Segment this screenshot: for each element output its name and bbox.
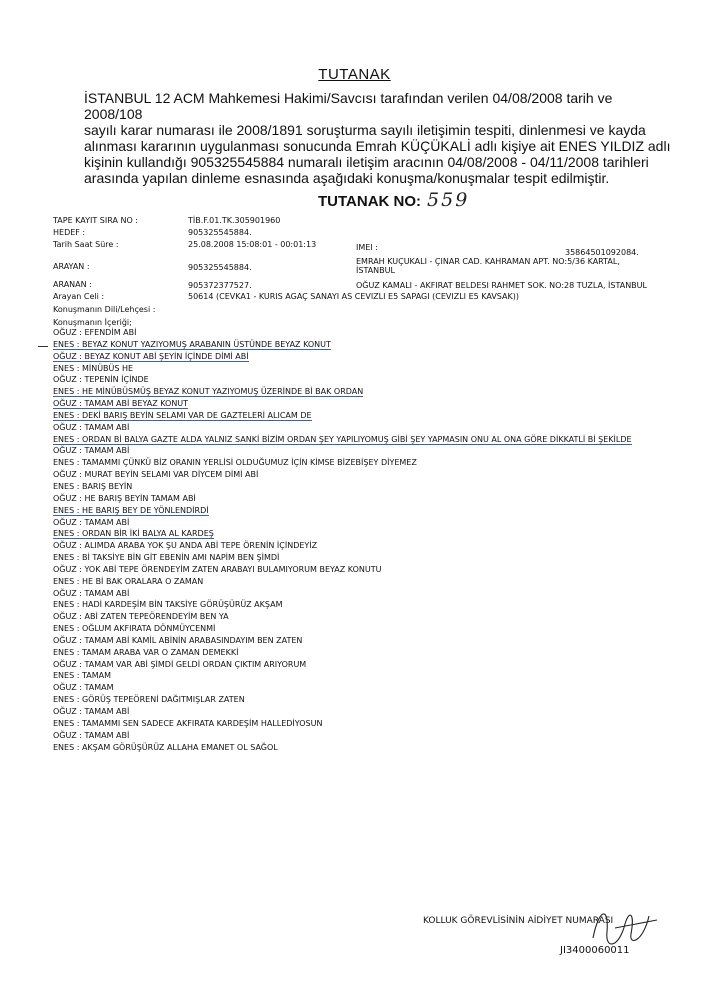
transcript-line: ENES : TAMAMMI SEN SADECE AKFIRATA KARDEŞİM HALLEDİYOSUN xyxy=(53,718,323,728)
speaker: ENES xyxy=(53,481,75,491)
speaker: ENES xyxy=(53,434,75,444)
utterance: DEKİ BARIŞ BEYİN SELAMI VAR DE GAZTELERİ ALICAM DE xyxy=(81,410,312,420)
officer-label: KOLLUK GÖREVLİSİNİN AİDİYET NUMARASI xyxy=(423,916,614,926)
utterance: HE MİNÜBÜSMÜŞ BEYAZ KONUT YAZIYOMUŞ ÜZERİNDE Bİ BAK ORDAN xyxy=(81,387,364,397)
aranan-owner: OĞUZ KAMALI - AKFIRAT BELDESI RAHMET SOK. NO:28 TUZLA, İSTANBUL xyxy=(356,281,647,290)
imei-value: 35864501092084. xyxy=(565,248,639,257)
speaker: OĞUZ xyxy=(53,612,77,622)
transcript-line: OĞUZ : TAMAM VAR ABİ ŞİMDİ GELDİ ORDAN ÇIKTIM ARIYORUM xyxy=(53,659,307,669)
utterance: ABİ ZATEN TEPEÖRENDEYİM BEN YA xyxy=(84,612,229,622)
intro-line: alınması kararının uygulanması sonucunda Emrah KÜÇÜKALİ adlı kişiye ait ENES YILDIZ adlı xyxy=(84,138,671,154)
transcript-line: OĞUZ : TAMAM ABİ BEYAZ KONUT xyxy=(53,399,189,409)
document-title: TUTANAK xyxy=(318,66,391,83)
tape-value: TİB.F.01.TK.305901960 xyxy=(188,216,281,225)
utterance: HE BARIŞ BEY DE YÖNLENDİRDİ xyxy=(81,505,209,515)
speaker: OĞUZ xyxy=(53,564,77,574)
intro-line: kişinin kullandığı 905325545884 numaralı iletişim aracının 04/08/2008 - 04/11/2008 tarihleri xyxy=(84,154,649,170)
utterance: TAMAM ABİ xyxy=(84,730,130,740)
speaker: ENES xyxy=(53,624,75,634)
speaker: OĞUZ xyxy=(53,422,77,432)
speaker: ENES xyxy=(53,387,75,397)
utterance: Bİ TAKSİYE BİN GİT EBENİN AMI NAPİM BEN ŞİMDİ xyxy=(81,553,280,563)
utterance: TAMAM ABİ xyxy=(84,446,130,456)
transcript-line: ENES : Bİ TAKSİYE BİN GİT EBENİN AMI NAPİM BEN ŞİMDİ xyxy=(53,553,280,563)
intro-paragraph xyxy=(84,90,674,186)
transcript-line: ENES : HE Bİ BAK ORALARA O ZAMAN xyxy=(53,576,204,586)
transcript-line: ENES : BARIŞ BEYİN xyxy=(53,481,133,491)
cell-value: 50614 (CEVKA1 - KURIS AGAÇ SANAYI AS CEVIZLI E5 SAPAGI (CEVIZLI E5 KAVSAK)) xyxy=(188,292,519,301)
transcript-line: OĞUZ : ALIMDA ARABA YOK ŞU ANDA ABİ TEPE ÖRENİN İÇİNDEYİZ xyxy=(53,541,318,551)
transcript-line: ENES : MİNÜBÜS HE xyxy=(53,363,134,373)
speaker: OĞUZ xyxy=(53,470,77,480)
speaker: OĞUZ xyxy=(53,399,77,409)
transcript-line: OĞUZ : TAMAM ABİ KAMİL ABİNİN ARABASINDAYIM BEN ZATEN xyxy=(53,635,303,645)
speaker: ENES xyxy=(53,553,75,563)
tutanak-number xyxy=(318,189,469,211)
transcript xyxy=(53,327,693,753)
utterance: MİNÜBÜS HE xyxy=(81,363,134,373)
utterance: YOK ABİ TEPE ÖRENDEYİM ZATEN ARABAYI BULAMIYORUM BEYAZ KONUTU xyxy=(84,564,382,574)
speaker: OĞUZ xyxy=(53,328,77,337)
transcript-line: OĞUZ : EFENDİM ABİ xyxy=(53,328,137,337)
transcript-line: OĞUZ : MURAT BEYİN SELAMI VAR DİYCEM DİMİ ABİ xyxy=(53,470,259,480)
hedef-label: HEDEF : xyxy=(53,228,86,237)
utterance: HE Bİ BAK ORALARA O ZAMAN xyxy=(81,576,204,586)
margin-mark xyxy=(38,346,48,347)
utterance: TAMAM ABİ xyxy=(84,707,130,716)
hedef-value: 905325545884. xyxy=(188,228,252,237)
speaker: ENES xyxy=(53,505,75,515)
utterance: TAMAM ABİ xyxy=(84,517,130,527)
utterance: AKŞAM GÖRÜŞÜRÜZ ALLAHA EMANET OL SAĞOL xyxy=(81,742,278,752)
speaker: OĞUZ xyxy=(53,517,77,527)
transcript-line: OĞUZ : YOK ABİ TEPE ÖRENDEYİM ZATEN ARABAYI BULAMIYORUM BEYAZ KONUTU xyxy=(53,564,382,574)
dil-label: Konuşmanın Dili/Lehçesi : xyxy=(53,305,156,314)
officer-number: JI3400060011 xyxy=(560,945,630,956)
transcript-line: OĞUZ : TAMAM ABİ xyxy=(53,517,130,527)
transcript-line: ENES : DEKİ BARIŞ BEYİN SELAMI VAR DE GAZTELERİ ALICAM DE xyxy=(53,410,312,420)
speaker: ENES xyxy=(53,339,75,349)
transcript-line: ENES : ORDAN Bİ BALYA GAZTE ALDA YALNIZ SANKİ BİZİM ORDAN ŞEY YAPILIYOMUŞ GİBİ ŞEY YAPMASIN ONU AL ONA GÖRE DİKKATLİ Bİ ŞEKİLDE xyxy=(53,434,632,444)
transcript-line: OĞUZ : BEYAZ KONUT ABİ ŞEYİN İÇİNDE DİMİ ABİ xyxy=(53,351,249,361)
speaker: ENES xyxy=(53,576,75,586)
arayan-owner-city: İSTANBUL xyxy=(356,266,395,275)
speaker: OĞUZ xyxy=(53,683,77,693)
transcript-line: ENES : TAMAMMI ÇÜNKÜ BİZ ORANIN YERLİSİ OLDUĞUMUZ İÇİN KİMSE BİZEBİŞEY DİYEMEZ xyxy=(53,458,417,468)
speaker: ENES xyxy=(53,363,75,373)
transcript-line: ENES : TAMAM xyxy=(53,671,111,681)
utterance: ORDAN BİR İKİ BALYA AL KARDEŞ xyxy=(81,529,214,539)
transcript-line: ENES : GÖRÜŞ TEPEÖRENİ DAĞITMIŞLAR ZATEN xyxy=(53,695,245,705)
utterance: BEYAZ KONUT ABİ ŞEYİN İÇİNDE DİMİ ABİ xyxy=(84,351,249,361)
transcript-line: ENES : HADİ KARDEŞİM BİN TAKSİYE GÖRÜŞÜRÜZ AKŞAM xyxy=(53,600,283,610)
tarih-value: 25.08.2008 15:08:01 - 00:01:13 xyxy=(188,240,317,249)
utterance: TAMAM ABİ BEYAZ KONUT xyxy=(84,399,189,409)
utterance: TAMAM ABİ KAMİL ABİNİN ARABASINDAYIM BEN ZATEN xyxy=(84,635,303,645)
transcript-line: OĞUZ : TAMAM ABİ xyxy=(53,730,130,740)
speaker: ENES xyxy=(53,742,75,752)
imei-label: IMEI : xyxy=(356,243,378,252)
tutanak-number-label: TUTANAK NO: xyxy=(318,193,422,210)
transcript-line: ENES : TAMAM ARABA VAR O ZAMAN DEMEKKİ xyxy=(53,647,239,657)
transcript-line: ENES : HE MİNÜBÜSMÜŞ BEYAZ KONUT YAZIYOMUŞ ÜZERİNDE Bİ BAK ORDAN xyxy=(53,387,364,397)
speaker: OĞUZ xyxy=(53,659,77,669)
transcript-line: ENES : AKŞAM GÖRÜŞÜRÜZ ALLAHA EMANET OL SAĞOL xyxy=(53,742,278,752)
utterance: TAMAM ABİ xyxy=(84,422,130,432)
speaker: OĞUZ xyxy=(53,707,77,716)
utterance: BARIŞ BEYİN xyxy=(81,481,133,491)
speaker: ENES xyxy=(53,647,75,657)
transcript-line: ENES : BEYAZ KONUT YAZIYOMUŞ ARABANIN ÜSTÜNDE BEYAZ KONUT xyxy=(53,339,331,349)
transcript-line: OĞUZ : TAMAM ABİ xyxy=(53,707,130,716)
tutanak-number-value: 559 xyxy=(427,189,470,211)
utterance: TAMAM ARABA VAR O ZAMAN DEMEKKİ xyxy=(81,647,239,657)
utterance: TAMAM xyxy=(84,683,114,693)
speaker: OĞUZ xyxy=(53,493,77,503)
transcript-line: OĞUZ : HE BARIŞ BEYİN TAMAM ABİ xyxy=(53,493,196,503)
transcript-line: ENES : ORDAN BİR İKİ BALYA AL KARDEŞ xyxy=(53,529,214,539)
utterance: OĞLUM AKFIRATA DÖNMÜYCENMİ xyxy=(81,624,216,634)
speaker: ENES xyxy=(53,458,75,468)
utterance: TAMAM ABİ xyxy=(84,588,130,598)
utterance: ALIMDA ARABA YOK ŞU ANDA ABİ TEPE ÖRENİN İÇİNDEYİZ xyxy=(84,541,318,551)
intro-line: İSTANBUL 12 ACM Mahkemesi Hakimi/Savcısı tarafından verilen 04/08/2008 tarih ve 2008/108 xyxy=(84,90,613,122)
utterance: EFENDİM ABİ xyxy=(84,328,137,337)
utterance: TEPENİN İÇİNDE xyxy=(84,375,149,385)
speaker: ENES xyxy=(53,410,75,420)
transcript-line: ENES : HE BARIŞ BEY DE YÖNLENDİRDİ xyxy=(53,505,209,515)
utterance: HE BARIŞ BEYİN TAMAM ABİ xyxy=(84,493,196,503)
transcript-line: ENES : OĞLUM AKFIRATA DÖNMÜYCENMİ xyxy=(53,624,216,634)
arayan-value: 905325545884. xyxy=(188,263,252,272)
speaker: OĞUZ xyxy=(53,730,77,740)
speaker: OĞUZ xyxy=(53,375,77,385)
utterance: ORDAN Bİ BALYA GAZTE ALDA YALNIZ SANKİ BİZİM ORDAN ŞEY YAPILIYOMUŞ GİBİ ŞEY YAPMASIN ONU AL ONA GÖRE DİKKATLİ Bİ ŞEKİLDE xyxy=(81,434,632,444)
speaker: ENES xyxy=(53,695,75,705)
speaker: OĞUZ xyxy=(53,635,77,645)
cell-label: Arayan Celi : xyxy=(53,292,105,301)
utterance: TAMAMMI ÇÜNKÜ BİZ ORANIN YERLİSİ OLDUĞUMUZ İÇİN KİMSE BİZEBİŞEY DİYEMEZ xyxy=(81,458,417,468)
utterance: GÖRÜŞ TEPEÖRENİ DAĞITMIŞLAR ZATEN xyxy=(81,695,245,705)
transcript-line: OĞUZ : TAMAM ABİ xyxy=(53,588,130,598)
transcript-line: OĞUZ : TEPENİN İÇİNDE xyxy=(53,375,149,385)
tape-label: TAPE KAYIT SIRA NO : xyxy=(53,216,138,225)
speaker: ENES xyxy=(53,671,75,681)
transcript-line: OĞUZ : TAMAM ABİ xyxy=(53,422,130,432)
speaker: OĞUZ xyxy=(53,446,77,456)
intro-line: arasında yapılan dinleme esnasında aşağıdaki konuşma/konuşmalar tespit edilmiştir. xyxy=(84,170,610,186)
utterance: BEYAZ KONUT YAZIYOMUŞ ARABANIN ÜSTÜNDE BEYAZ KONUT xyxy=(81,339,331,349)
aranan-value: 905372377527. xyxy=(188,281,252,290)
arayan-label: ARAYAN : xyxy=(53,262,90,271)
speaker: ENES xyxy=(53,529,75,539)
aranan-label: ARANAN : xyxy=(53,280,92,289)
speaker: ENES xyxy=(53,718,75,728)
signature xyxy=(585,898,665,958)
utterance: MURAT BEYİN SELAMI VAR DİYCEM DİMİ ABİ xyxy=(84,470,259,480)
intro-line: sayılı karar numarası ile 2008/1891 soruşturma sayılı iletişimin tespiti, dinlenmesi ve kayda xyxy=(84,122,646,138)
speaker: ENES xyxy=(53,600,75,610)
speaker: OĞUZ xyxy=(53,541,77,551)
arayan-owner: EMRAH KUÇUKALI - ÇINAR CAD. KAHRAMAN APT. NO:5/36 KARTAL, xyxy=(356,257,620,266)
speaker: OĞUZ xyxy=(53,351,77,361)
utterance: TAMAM xyxy=(81,671,111,681)
utterance: TAMAM VAR ABİ ŞİMDİ GELDİ ORDAN ÇIKTIM ARIYORUM xyxy=(84,659,307,669)
utterance: HADİ KARDEŞİM BİN TAKSİYE GÖRÜŞÜRÜZ AKŞAM xyxy=(81,600,283,610)
speaker: OĞUZ xyxy=(53,588,77,598)
transcript-line: OĞUZ : ABİ ZATEN TEPEÖRENDEYİM BEN YA xyxy=(53,612,229,622)
tarih-label: Tarih Saat Süre : xyxy=(53,240,119,249)
icerik-label: Konuşmanın İçeriği; xyxy=(53,318,132,327)
utterance: TAMAMMI SEN SADECE AKFIRATA KARDEŞİM HALLEDİYOSUN xyxy=(81,718,323,728)
transcript-line: OĞUZ : TAMAM ABİ xyxy=(53,446,130,456)
transcript-line: OĞUZ : TAMAM xyxy=(53,683,114,693)
